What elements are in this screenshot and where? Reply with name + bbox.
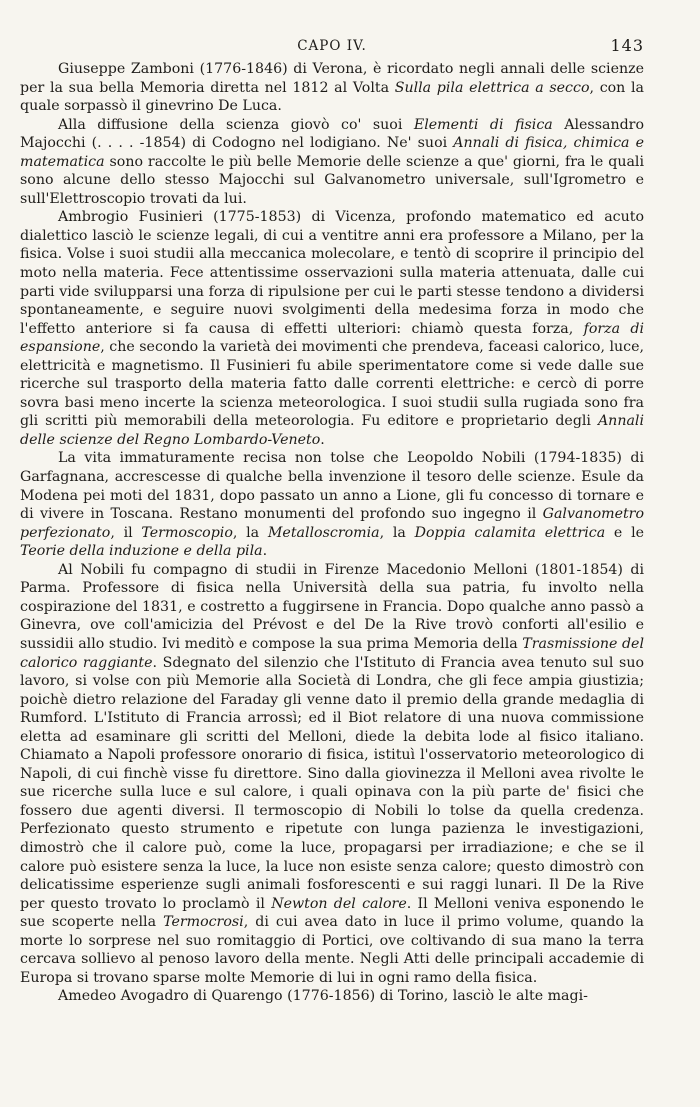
text-run: . Il Melloni veniva esponendo le sue scoperte nella: [20, 895, 644, 931]
italic-title: Newton del calore: [271, 895, 407, 912]
text-run: , che secondo la varietà dei movimenti che prendeva, faceasi calorico, luce, elettricità e magnetismo. Il Fusinieri fu abile sperimentatore come si vede dalle sue ricerche sul trasporto della materia fatto dalle correnti elettriche: e cercò di porre sovra basi meno incerte la scienza meteorologica. I suoi studii sulla rugiada sono fra gli scritti più memorabili della meteorologia. Fu editore e proprietario degli: [20, 339, 644, 430]
paragraph: [20, 987, 644, 1006]
body-text: [20, 60, 644, 1006]
italic-title: forza di espansione: [20, 320, 645, 356]
paragraph: [20, 561, 644, 988]
text-run: La vita immaturamente recisa non tolse che Leopoldo Nobili (1794-1835) di Garfagnana, accrescesse di qualche bella invenzione il tesoro delle scienze. Esule da Modena pei moti del 1831, dopo passato un anno a Lione, gli fu concesso di tornare e di vivere in Toscana. Restano monumenti del profondo suo ingegno il: [20, 450, 644, 523]
page-header: [20, 38, 644, 58]
italic-title: Galvanometro perfezionato: [20, 506, 644, 541]
page-number: 143: [610, 36, 644, 55]
text-run: , con la quale sorpassò il ginevrino De Luca.: [20, 79, 645, 115]
italic-title: Teorie della induzione e della pila: [20, 543, 263, 560]
text-run: .: [320, 431, 325, 448]
text-run: , la: [232, 524, 268, 541]
text-run: .: [262, 543, 268, 560]
italic-title: Elementi di fisica: [413, 116, 553, 133]
text-run: , il: [110, 524, 142, 541]
paragraph: [20, 449, 644, 560]
text-run: . Sdegnato del silenzio che l'Istituto di Francia avea tenuto sul suo lavoro, si volse con più Memorie alla Società di Londra, che gli fece ampia giustizia; poichè dietro relazione del Faraday gli venne dato il premio della grande medaglia di Rumford. L'Istituto di Francia arrossì; ed il Biot relatore di una nuova commissione eletta ad esaminare gli scritti del Melloni, diede la debita lode al fisico italiano. Chiamato a Napoli professore onorario di fisica, istituì l'osservatorio meteorologico di Napoli, di cui finchè visse fu direttore. Sino dalla giovinezza il Melloni avea rivolte le sue ricerche sulla luce e sul calore, i quali opinava con la più parte de' fisici che fossero due agenti diversi. Il termoscopio di Nobili lo tolse da quella credenza. Perfezionato questo strumento e ripetute con lunga pazienza le investigazioni, dimostrò che il calore può, come la luce, propagarsi per irradiazione; e che se il calore può esistere senza la luce, la luce non esiste senza calore; questo dimostrò con delicatissime esperienze sugli animali fosforescenti e sui raggi lunari. Il De la Rive per questo trovato lo proclamò il: [20, 654, 644, 912]
text-run: Amedeo Avogadro di Quarengo (1776-1856) di Torino, lasciò le alte magi-: [58, 988, 588, 1005]
italic-title: Termocrosi: [163, 914, 244, 931]
text-run: , la: [379, 524, 415, 541]
text-run: e le: [605, 524, 645, 541]
italic-title: Termoscopio: [141, 524, 233, 541]
text-run: Alessandro Majocchi (. . . . -1854) di Codogno nel lodigiano. Ne' suoi: [20, 116, 644, 152]
text-run: Al Nobili fu compagno di studii in Firenze Macedonio Melloni (1801-1854) di Parma. Professore di fisica nella Università della sua patria, fu involto nella cospirazione del 1831, e costretto a fuggirsene in Francia. Dopo qualche anno passò a Ginevra, ove coll'amicizia del Prévost e del De la Rive trovò conforti all'esilio e sussidii allo studio. Ivi meditò e compose la sua prima Memoria della: [20, 561, 644, 652]
chapter-title: CAPO IV.: [297, 38, 367, 54]
text-run: Alla diffusione della scienza giovò co' suoi: [58, 116, 414, 133]
paragraph: [20, 60, 644, 116]
italic-title: Doppia calamita elettrica: [414, 524, 606, 541]
text-run: , di cui avea dato in luce il primo volume, quando la morte lo sorprese nel suo romitaggio di Portici, ove coltivando di sua mano la terra cercava sollievo al penoso lavoro della mente. Negli Atti delle principali accademie di Europa si trovano sparse molte Memorie di lui in ogni ramo della fisica.: [20, 914, 644, 986]
italic-title: Sulla pila elettrica a secco: [394, 79, 590, 96]
italic-title: Metalloscromia: [267, 524, 380, 541]
text-run: Giuseppe Zamboni (1776-1846) di Verona, è ricordato negli annali delle scienze per la sua bella Memoria diretta nel 1812 al Volta: [20, 61, 644, 96]
paragraph: [20, 208, 644, 449]
italic-title: Annali delle scienze del Regno Lombardo-Veneto: [20, 413, 644, 448]
paragraph: [20, 116, 644, 209]
text-run: sono raccolte le più belle Memorie delle scienze a que' giorni, fra le quali sono alcune dello stesso Majocchi sul Galvanometro universale, sull'Igrometro e sull'Elettroscopio trovati da lui.: [20, 153, 644, 207]
italic-title: Trasmissione del calorico raggiante: [20, 635, 644, 671]
italic-title: Annali di fisica, chimica e matematica: [20, 135, 644, 170]
text-run: Ambrogio Fusinieri (1775-1853) di Vicenza, profondo matematico ed acuto dialettico lasciò le scienze legali, di cui a ventitre anni era professore a Milano, per la fisica. Volse i suoi studii alla meccanica molecolare, e tentò di scoprire il principio del moto nella materia. Fece attentissime osservazioni sulla materia attenuata, dalle cui parti vide svilupparsi una forza di ripulsione per cui le parti stesse tendono a dividersi spontaneamente, e seguire nuovi svolgimenti della medesima forza in modo che l'effetto anteriore si fa causa di effetti ulteriori: chiamò questa forza,: [20, 209, 644, 337]
